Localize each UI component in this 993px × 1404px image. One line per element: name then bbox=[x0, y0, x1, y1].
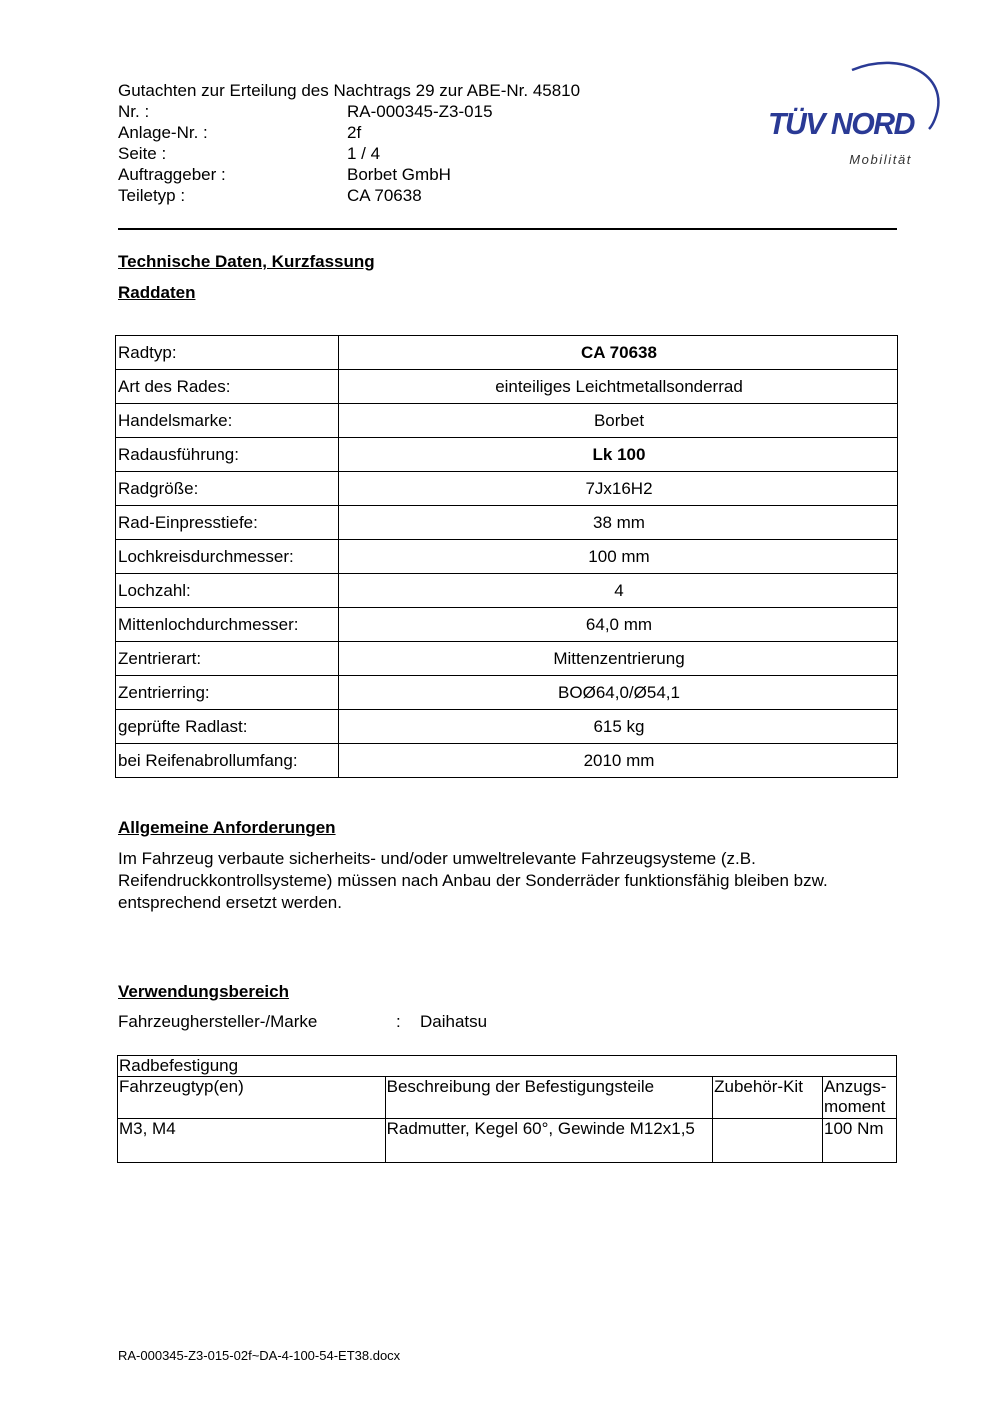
wheel-param-label: Radgröße: bbox=[116, 472, 339, 506]
table-row bbox=[116, 642, 898, 676]
wheel-param-value: 7Jx16H2 bbox=[339, 472, 898, 506]
table-row bbox=[116, 676, 898, 710]
meta-value: CA 70638 bbox=[347, 186, 422, 205]
wheel-param-value: 4 bbox=[339, 574, 898, 608]
table-row bbox=[116, 438, 898, 472]
wheel-param-value: 64,0 mm bbox=[339, 608, 898, 642]
fastening-title-row bbox=[118, 1056, 897, 1077]
wheel-data-heading: Raddaten bbox=[118, 283, 196, 302]
wheel-param-value: CA 70638 bbox=[339, 336, 898, 370]
wheel-param-label: Mittenlochdurchmesser: bbox=[116, 608, 339, 642]
manufacturer-value: Daihatsu bbox=[420, 1012, 488, 1031]
footer-filename: RA-000345-Z3-015-02f~DA-4-100-54-ET38.docx bbox=[118, 1348, 401, 1363]
requirements-text: Im Fahrzeug verbaute sicherheits- und/oder umweltrelevante Fahrzeugsysteme (z.B. Reifendruckkontrollsysteme) müssen nach Anbau der Sonderräder funktionsfähig bleiben bzw. entsprechend ersetzt werden. bbox=[118, 849, 828, 912]
wheel-param-value: 100 mm bbox=[339, 540, 898, 574]
technical-data-heading: Technische Daten, Kurzfassung bbox=[118, 252, 375, 271]
meta-label: Anlage-Nr. : bbox=[118, 123, 208, 142]
table-row bbox=[118, 1119, 897, 1163]
table-row bbox=[116, 336, 898, 370]
wheel-param-label: Zentrierart: bbox=[116, 642, 339, 676]
wheel-param-label: Radtyp: bbox=[116, 336, 339, 370]
logo-tagline: Mobilität bbox=[849, 152, 912, 167]
tuev-nord-logo bbox=[760, 56, 950, 176]
fastening-header-row bbox=[118, 1077, 897, 1119]
table-row bbox=[116, 574, 898, 608]
requirements-heading: Allgemeine Anforderungen bbox=[118, 818, 336, 837]
wheel-param-label: Lochzahl: bbox=[116, 574, 339, 608]
wheel-param-value: einteiliges Leichtmetallsonderrad bbox=[339, 370, 898, 404]
wheel-param-value: Mittenzentrierung bbox=[339, 642, 898, 676]
torque-cell: 100 Nm bbox=[823, 1119, 897, 1163]
header-fastening-description: Beschreibung der Befestigungsteile bbox=[385, 1077, 712, 1119]
fastening-description-cell: Radmutter, Kegel 60°, Gewinde M12x1,5 bbox=[385, 1119, 712, 1163]
meta-value: 1 / 4 bbox=[347, 144, 381, 163]
manufacturer-row bbox=[118, 1012, 488, 1032]
manufacturer-label: Fahrzeughersteller-/Marke bbox=[118, 1012, 318, 1031]
vehicle-types-cell: M3, M4 bbox=[118, 1119, 386, 1163]
header-torque: Anzugs- moment bbox=[823, 1077, 897, 1119]
table-row bbox=[116, 744, 898, 778]
wheel-data-table bbox=[115, 335, 898, 778]
accessory-kit-cell bbox=[713, 1119, 823, 1163]
wheel-param-label: Rad-Einpresstiefe: bbox=[116, 506, 339, 540]
wheel-param-label: Lochkreisdurchmesser: bbox=[116, 540, 339, 574]
wheel-param-label: bei Reifenabrollumfang: bbox=[116, 744, 339, 778]
meta-value: 2f bbox=[347, 123, 362, 142]
meta-label: Auftraggeber : bbox=[118, 165, 226, 184]
wheel-param-label: Handelsmarke: bbox=[116, 404, 339, 438]
meta-label: Seite : bbox=[118, 144, 167, 163]
wheel-param-label: geprüfte Radlast: bbox=[116, 710, 339, 744]
wheel-param-label: Zentrierring: bbox=[116, 676, 339, 710]
document-title: Gutachten zur Erteilung des Nachtrags 29 zur ABE-Nr. 45810 bbox=[118, 81, 581, 100]
header-vehicle-types: Fahrzeugtyp(en) bbox=[118, 1077, 386, 1119]
meta-value: Borbet GmbH bbox=[347, 165, 451, 184]
table-row bbox=[116, 404, 898, 438]
table-row bbox=[116, 710, 898, 744]
usage-heading: Verwendungsbereich bbox=[118, 982, 289, 1001]
wheel-param-value: 38 mm bbox=[339, 506, 898, 540]
table-row bbox=[116, 472, 898, 506]
header-accessory-kit: Zubehör-Kit bbox=[713, 1077, 823, 1119]
wheel-param-value: Borbet bbox=[339, 404, 898, 438]
table-row bbox=[116, 540, 898, 574]
wheel-param-label: Radausführung: bbox=[116, 438, 339, 472]
meta-value: RA-000345-Z3-015 bbox=[347, 102, 493, 121]
logo-brand-text: TÜV NORD bbox=[768, 106, 916, 141]
wheel-param-value: 615 kg bbox=[339, 710, 898, 744]
wheel-param-label: Art des Rades: bbox=[116, 370, 339, 404]
header-divider bbox=[118, 228, 897, 230]
meta-label: Nr. : bbox=[118, 102, 150, 121]
table-row bbox=[116, 608, 898, 642]
wheel-param-value: Lk 100 bbox=[339, 438, 898, 472]
wheel-param-value: BOØ64,0/Ø54,1 bbox=[339, 676, 898, 710]
wheel-param-value: 2010 mm bbox=[339, 744, 898, 778]
fastening-table bbox=[117, 1055, 897, 1163]
fastening-title: Radbefestigung bbox=[118, 1056, 897, 1077]
table-row bbox=[116, 370, 898, 404]
meta-label: Teiletyp : bbox=[118, 186, 186, 205]
table-row bbox=[116, 506, 898, 540]
manufacturer-colon: : bbox=[396, 1012, 401, 1031]
